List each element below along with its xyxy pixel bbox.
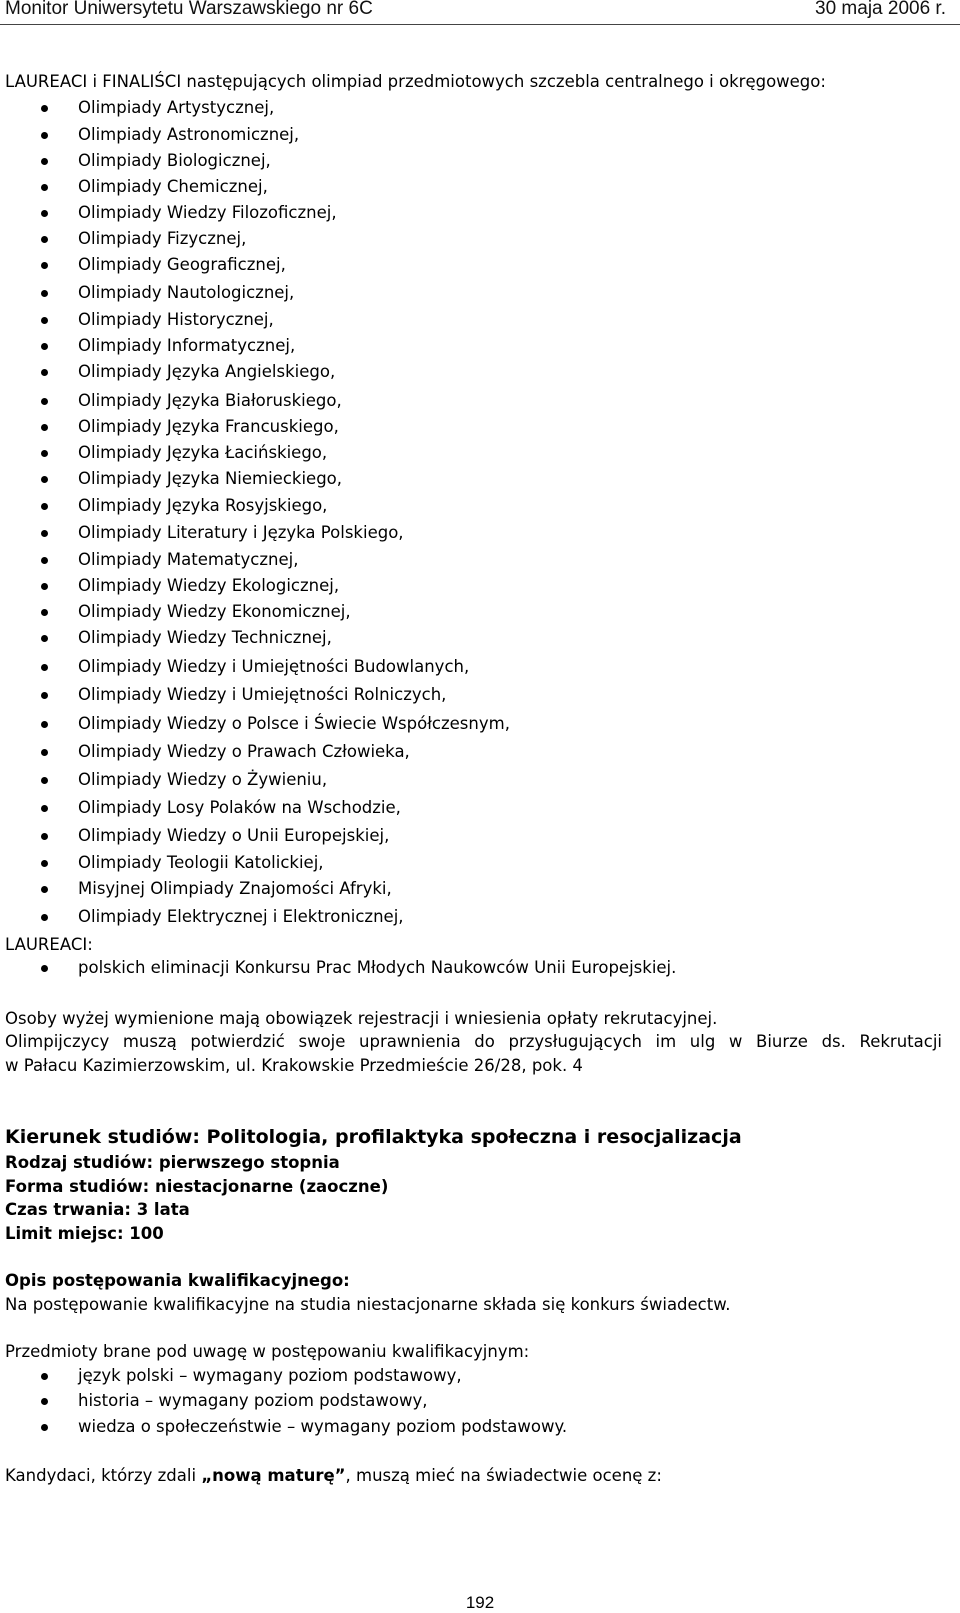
candidates-emphasis: „nową maturę” (201, 1466, 346, 1485)
olympiad-item: Olimpiady Wiedzy Technicznej, (78, 628, 332, 647)
bullet-icon (41, 424, 48, 431)
candidates-text-before: Kandydaci, którzy zdali (5, 1466, 202, 1485)
subjects-intro: Przedmioty brane pod uwagę w postępowaniu kwalifikacyjnym: (5, 1342, 530, 1361)
program-limit: Limit miejsc: 100 (5, 1224, 164, 1243)
olympiad-item: Olimpiady Wiedzy Ekonomicznej, (78, 602, 351, 621)
olympiad-item: Olimpiady Geograficznej, (78, 255, 286, 274)
olympiads-intro: LAUREACI i FINALIŚCI następujących olimpiad przedmiotowych szczebla centralnego i okręgowego: (5, 72, 826, 91)
olympiad-item: Olimpiady Wiedzy i Umiejętności Rolniczych, (78, 685, 447, 704)
olympiad-item: Olimpiady Języka Białoruskiego, (78, 391, 342, 410)
laureaci-item: polskich eliminacji Konkursu Prac Młodych Naukowców Unii Europejskiej. (78, 958, 677, 977)
bullet-icon (41, 914, 48, 921)
bullet-icon (41, 236, 48, 243)
program-duration: Czas trwania: 3 lata (5, 1200, 190, 1219)
bullet-icon (41, 1398, 48, 1405)
bullet-icon (41, 317, 48, 324)
olympiad-item: Olimpiady Fizycznej, (78, 229, 247, 248)
bullet-icon (41, 158, 48, 165)
program-type: Rodzaj studiów: pierwszego stopnia (5, 1153, 340, 1172)
bullet-icon (41, 749, 48, 756)
header-divider (0, 24, 960, 25)
olympiad-item: Olimpiady Wiedzy o Prawach Człowieka, (78, 742, 410, 761)
notice-line-3: w Pałacu Kazimierzowskim, ul. Krakowskie Przedmieście 26/28, pok. 4 (5, 1056, 583, 1075)
olympiad-item: Olimpiady Chemicznej, (78, 177, 268, 196)
bullet-icon (41, 450, 48, 457)
qualification-text: Na postępowanie kwalifikacyjne na studia niestacjonarne składa się konkurs świadectw. (5, 1295, 731, 1314)
olympiad-item: Olimpiady Literatury i Języka Polskiego, (78, 523, 404, 542)
bullet-icon (41, 184, 48, 191)
subject-item: historia – wymagany poziom podstawowy, (78, 1391, 428, 1410)
header-date: 30 maja 2006 r. (815, 0, 946, 19)
candidates-text-after: , muszą mieć na świadectwie ocenę z: (345, 1466, 662, 1485)
program-form: Forma studiów: niestacjonarne (zaoczne) (5, 1177, 389, 1196)
bullet-icon (41, 290, 48, 297)
olympiad-item: Olimpiady Wiedzy o Polsce i Świecie Współczesnym, (78, 714, 510, 733)
olympiad-item: Olimpiady Biologicznej, (78, 151, 271, 170)
olympiad-item: Olimpiady Astronomicznej, (78, 125, 300, 144)
olympiad-item: Olimpiady Wiedzy i Umiejętności Budowlanych, (78, 657, 470, 676)
bullet-icon (41, 965, 48, 972)
olympiad-item: Olimpiady Wiedzy o Żywieniu, (78, 770, 328, 789)
olympiad-item: Olimpiady Matematycznej, (78, 550, 299, 569)
olympiad-item: Olimpiady Nautologicznej, (78, 283, 295, 302)
bullet-icon (41, 833, 48, 840)
bullet-icon (41, 476, 48, 483)
olympiad-item: Olimpiady Elektrycznej i Elektronicznej, (78, 907, 404, 926)
olympiad-item: Olimpiady Wiedzy o Unii Europejskiej, (78, 826, 390, 845)
bullet-icon (41, 721, 48, 728)
bullet-icon (41, 530, 48, 537)
qualification-heading: Opis postępowania kwalifikacyjnego: (5, 1271, 350, 1290)
olympiad-item: Olimpiady Języka Francuskiego, (78, 417, 339, 436)
olympiad-item: Olimpiady Artystycznej, (78, 98, 275, 117)
bullet-icon (41, 805, 48, 812)
notice-line-1: Osoby wyżej wymienione mają obowiązek rejestracji i wniesienia opłaty rekrutacyjnej. (5, 1009, 718, 1028)
bullet-icon (41, 262, 48, 269)
bullet-icon (41, 210, 48, 217)
candidates-paragraph (5, 1466, 662, 1486)
bullet-icon (41, 1424, 48, 1431)
bullet-icon (41, 343, 48, 350)
page-number: 192 (465, 1593, 495, 1612)
olympiad-item: Olimpiady Historycznej, (78, 310, 274, 329)
bullet-icon (41, 777, 48, 784)
olympiad-item: Olimpiady Losy Polaków na Wschodzie, (78, 798, 401, 817)
olympiad-item: Olimpiady Języka Rosyjskiego, (78, 496, 328, 515)
bullet-icon (41, 635, 48, 642)
header-publication-title: Monitor Uniwersytetu Warszawskiego nr 6C (5, 0, 373, 19)
bullet-icon (41, 398, 48, 405)
bullet-icon (41, 557, 48, 564)
subject-item: wiedza o społeczeństwie – wymagany poziom podstawowy. (78, 1417, 568, 1436)
olympiad-item: Olimpiady Informatycznej, (78, 336, 296, 355)
bullet-icon (41, 886, 48, 893)
olympiad-item: Olimpiady Wiedzy Filozoficznej, (78, 203, 337, 222)
laureaci-label: LAUREACI: (5, 935, 93, 954)
program-title: Kierunek studiów: Politologia, profilaktyka społeczna i resocjalizacja (5, 1126, 742, 1148)
olympiad-item: Olimpiady Języka Łacińskiego, (78, 443, 328, 462)
olympiad-item: Olimpiady Wiedzy Ekologicznej, (78, 576, 340, 595)
bullet-icon (41, 369, 48, 376)
olympiad-item: Olimpiady Teologii Katolickiej, (78, 853, 324, 872)
notice-line-2: Olimpijczycy muszą potwierdzić swoje uprawnienia do przysługujących im ulg w Biurze ds. Rekrutacji (5, 1032, 942, 1051)
bullet-icon (41, 132, 48, 139)
olympiad-item: Olimpiady Języka Niemieckiego, (78, 469, 343, 488)
bullet-icon (41, 609, 48, 616)
subject-item: język polski – wymagany poziom podstawowy, (78, 1366, 462, 1385)
bullet-icon (41, 664, 48, 671)
bullet-icon (41, 503, 48, 510)
bullet-icon (41, 105, 48, 112)
page-header (0, 0, 960, 24)
bullet-icon (41, 692, 48, 699)
olympiad-item: Olimpiady Języka Angielskiego, (78, 362, 336, 381)
bullet-icon (41, 583, 48, 590)
bullet-icon (41, 860, 48, 867)
bullet-icon (41, 1373, 48, 1380)
olympiad-item: Misyjnej Olimpiady Znajomości Afryki, (78, 879, 392, 898)
